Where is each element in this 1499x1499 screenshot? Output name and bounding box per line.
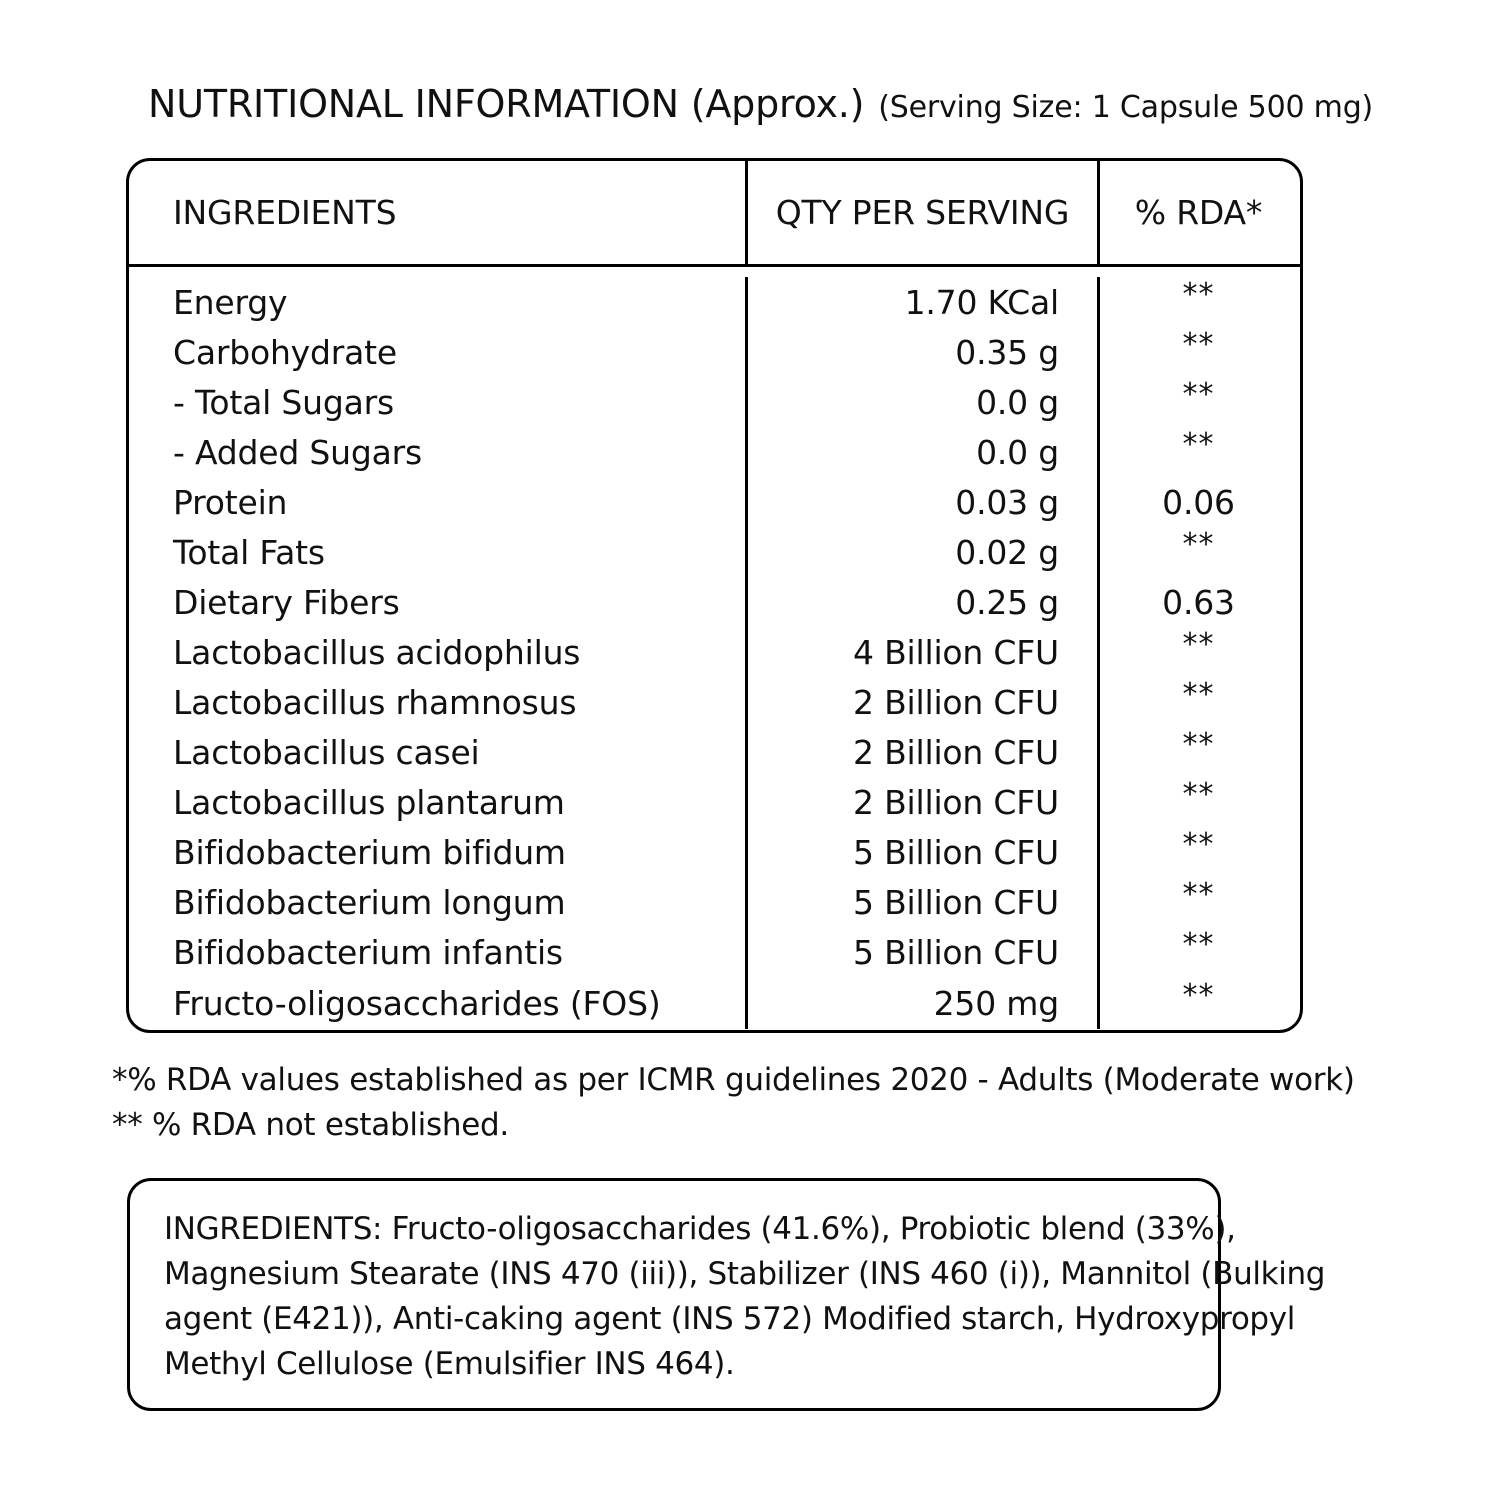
cell-ingredient: Lactobacillus rhamnosus [173,682,577,722]
table-row [129,827,1300,877]
cell-qty-per-serving: 0.0 g [745,427,1097,477]
cell-qty-per-serving: 0.03 g [745,477,1097,527]
ingredients-line: agent (E421)), Anti-caking agent (INS 572) Modified starch, Hydroxypropyl [164,1301,1296,1337]
table-row [129,277,1300,327]
title-main-text: NUTRITIONAL INFORMATION (Approx.) [148,82,865,126]
cell-qty-per-serving: 5 Billion CFU [745,877,1097,927]
cell-percent-rda [1097,877,1297,927]
table-row [129,427,1300,477]
cell-ingredient: Bifidobacterium bifidum [173,832,566,872]
cell-ingredient: - Added Sugars [173,432,423,472]
cell-percent-rda-value: ** [1182,427,1215,462]
cell-percent-rda-value: ** [1182,978,1215,1013]
cell-percent-rda-value: ** [1182,327,1215,362]
cell-percent-rda-value: ** [1182,527,1215,562]
nutrition-facts-table [126,158,1303,1033]
cell-percent-rda [1097,477,1297,527]
cell-percent-rda [1097,527,1297,577]
ingredients-line: Methyl Cellulose (Emulsifier INS 464). [164,1346,735,1382]
cell-ingredient: Protein [173,482,288,522]
ingredients-line: INGREDIENTS: Fructo-oligosaccharides (41.6%), Probiotic blend (33%), [164,1211,1236,1247]
cell-percent-rda [1097,977,1297,1029]
cell-qty-per-serving: 0.35 g [745,327,1097,377]
cell-qty-per-serving: 2 Billion CFU [745,677,1097,727]
cell-ingredient: Bifidobacterium infantis [173,932,563,972]
cell-percent-rda [1097,277,1297,327]
cell-percent-rda [1097,827,1297,877]
cell-qty-per-serving: 250 mg [745,977,1097,1029]
cell-percent-rda [1097,427,1297,477]
cell-percent-rda-value: ** [1182,777,1215,812]
footnotes [112,1058,1402,1148]
cell-ingredient: - Total Sugars [173,382,394,422]
table-row [129,377,1300,427]
cell-ingredient: Bifidobacterium longum [173,882,566,922]
cell-percent-rda [1097,677,1297,727]
column-header-qty-per-serving: QTY PER SERVING [745,161,1097,264]
table-row [129,977,1300,1029]
cell-percent-rda [1097,777,1297,827]
cell-ingredient: Energy [173,282,288,322]
cell-qty-per-serving: 1.70 KCal [745,277,1097,327]
cell-qty-per-serving: 4 Billion CFU [745,627,1097,677]
ingredients-list-box [127,1178,1326,1411]
cell-qty-per-serving: 5 Billion CFU [745,827,1097,877]
cell-qty-per-serving: 0.0 g [745,377,1097,427]
cell-percent-rda-value: ** [1182,677,1215,712]
cell-ingredient: Carbohydrate [173,332,397,372]
table-row [129,477,1300,527]
cell-ingredient: Total Fats [173,532,325,572]
cell-qty-per-serving: 2 Billion CFU [745,777,1097,827]
table-row [129,627,1300,677]
cell-percent-rda-value: ** [1182,827,1215,862]
cell-ingredient: Lactobacillus plantarum [173,782,565,822]
footnote-rda-source: *% RDA values established as per ICMR guidelines 2020 - Adults (Moderate work) [112,1062,1355,1098]
cell-percent-rda-value: ** [1182,877,1215,912]
cell-percent-rda [1097,627,1297,677]
cell-percent-rda [1097,927,1297,977]
table-row [129,877,1300,927]
cell-qty-per-serving: 0.02 g [745,527,1097,577]
cell-percent-rda [1097,327,1297,377]
table-row [129,527,1300,577]
cell-qty-per-serving: 2 Billion CFU [745,727,1097,777]
cell-percent-rda [1097,377,1297,427]
ingredients-line: Magnesium Stearate (INS 470 (iii)), Stabilizer (INS 460 (i)), Mannitol (Bulking [164,1256,1326,1292]
serving-size-text: (Serving Size: 1 Capsule 500 mg) [878,90,1374,125]
cell-qty-per-serving: 5 Billion CFU [745,927,1097,977]
table-row [129,577,1300,627]
page-title [148,82,1373,130]
cell-percent-rda-value: 0.63 [1162,582,1235,622]
column-header-percent-rda: % RDA* [1097,161,1297,264]
table-row [129,327,1300,377]
cell-percent-rda [1097,577,1297,627]
table-row [129,777,1300,827]
table-body [129,277,1300,1029]
ingredients-list-text [164,1207,1326,1387]
table-row [129,677,1300,727]
table-header-row [129,161,1300,267]
cell-qty-per-serving: 0.25 g [745,577,1097,627]
cell-percent-rda-value: ** [1182,727,1215,762]
table-row [129,727,1300,777]
cell-ingredient: Lactobacillus acidophilus [173,632,581,672]
cell-percent-rda-value: 0.06 [1162,482,1235,522]
footnote-rda-not-established: ** % RDA not established. [112,1107,509,1143]
cell-ingredient: Dietary Fibers [173,582,400,622]
cell-ingredient: Lactobacillus casei [173,732,480,772]
cell-ingredient: Fructo-oligosaccharides (FOS) [173,983,661,1023]
cell-percent-rda [1097,727,1297,777]
column-header-ingredients: INGREDIENTS [173,193,397,232]
cell-percent-rda-value: ** [1182,277,1215,312]
cell-percent-rda-value: ** [1182,927,1215,962]
table-row [129,927,1300,977]
cell-percent-rda-value: ** [1182,377,1215,412]
cell-percent-rda-value: ** [1182,627,1215,662]
